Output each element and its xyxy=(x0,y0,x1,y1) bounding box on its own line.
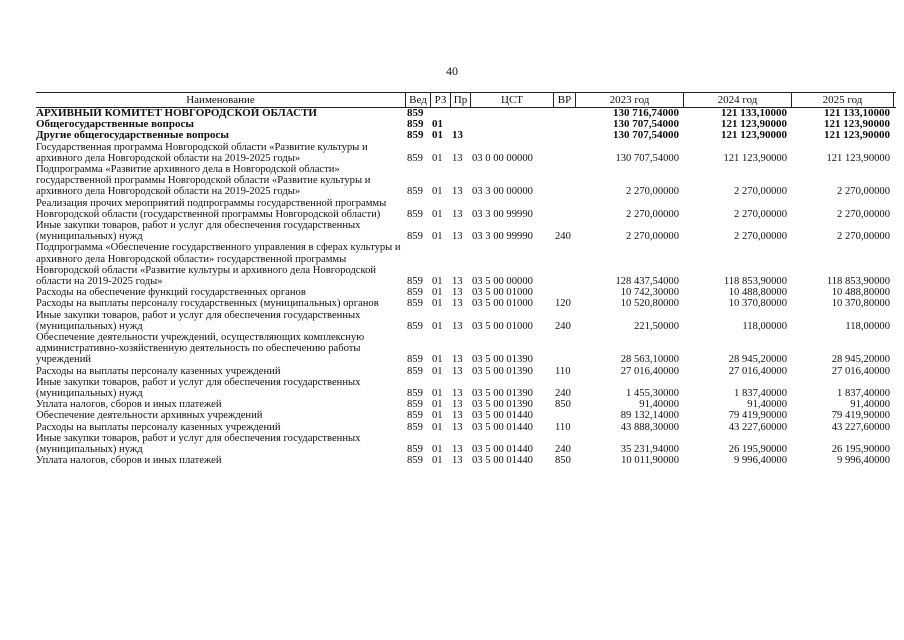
row-rz: 01 xyxy=(432,298,443,310)
row-pr: 13 xyxy=(452,455,463,467)
row-2025: 118 853,90000 xyxy=(826,276,890,288)
row-2023: 130 707,54000 xyxy=(615,152,679,164)
row-ved: 859 xyxy=(407,118,424,131)
table-row xyxy=(36,399,896,410)
row-name: Другие общегосударственные вопросы xyxy=(36,129,229,142)
row-ved: 859 xyxy=(407,129,424,142)
row-pr: 13 xyxy=(452,399,463,411)
table-row xyxy=(36,242,896,287)
table-row xyxy=(36,433,896,455)
header-rz: РЗ xyxy=(430,93,450,107)
row-ved: 859 xyxy=(407,455,423,467)
row-2025: 91,40000 xyxy=(850,399,890,411)
row-pr: 13 xyxy=(452,354,463,366)
row-vr: 110 xyxy=(555,421,571,433)
row-pr: 13 xyxy=(452,231,463,243)
row-2024: 91,40000 xyxy=(747,399,787,411)
row-pr: 13 xyxy=(452,410,463,422)
row-2023: 91,40000 xyxy=(639,399,679,411)
row-2025: 121 133,10000 xyxy=(824,107,890,119)
row-name: Уплата налогов, сборов и иных платежей xyxy=(36,455,222,467)
header-2023: 2023 год xyxy=(575,93,683,107)
row-name: АРХИВНЫЙ КОМИТЕТ НОВГОРОДСКОЙ ОБЛАСТИ xyxy=(36,107,317,119)
row-cst: 03 5 00 01440 xyxy=(472,455,533,467)
table-row xyxy=(36,142,896,164)
table-body xyxy=(36,108,896,467)
row-2025: 26 195,90000 xyxy=(831,444,890,456)
row-ved: 859 xyxy=(407,186,423,198)
row-cst: 03 3 00 00000 xyxy=(472,186,533,198)
row-rz: 01 xyxy=(432,208,443,220)
row-pr: 13 xyxy=(452,365,463,377)
row-name: Общегосударственные вопросы xyxy=(36,118,194,131)
row-rz: 01 xyxy=(432,399,443,411)
row-vr: 110 xyxy=(555,365,571,377)
row-ved: 859 xyxy=(407,107,424,119)
row-2024: 2 270,00000 xyxy=(734,231,787,243)
row-vr: 850 xyxy=(555,399,571,411)
row-2024: 10 488,80000 xyxy=(728,287,787,299)
row-2024: 1 837,40000 xyxy=(734,388,787,400)
row-2024: 121 123,90000 xyxy=(721,118,787,131)
row-rz: 01 xyxy=(432,186,443,198)
row-cst: 03 5 00 01390 xyxy=(472,354,533,366)
page-number: 40 xyxy=(446,64,458,78)
row-2025: 121 123,90000 xyxy=(824,129,890,142)
row-pr: 13 xyxy=(452,276,463,288)
table-row xyxy=(36,410,896,421)
row-2023: 2 270,00000 xyxy=(626,208,679,220)
row-rz: 01 xyxy=(432,455,443,467)
row-name: Расходы на выплаты персоналу казенных учреждений xyxy=(36,421,281,433)
table-row xyxy=(36,198,896,220)
table-row xyxy=(36,366,896,377)
row-2024: 9 996,40000 xyxy=(734,455,787,467)
row-2024: 121 123,90000 xyxy=(723,152,787,164)
table-row xyxy=(36,377,896,399)
row-rz: 01 xyxy=(432,365,443,377)
row-vr: 240 xyxy=(555,444,571,456)
row-2025: 121 123,90000 xyxy=(824,118,890,131)
row-ved: 859 xyxy=(407,410,423,422)
row-rz: 01 xyxy=(432,152,443,164)
table-row xyxy=(36,298,896,309)
row-cst: 03 5 00 01440 xyxy=(472,444,533,456)
table-row xyxy=(36,164,896,198)
row-cst: 03 5 00 01000 xyxy=(472,320,533,332)
row-cst: 03 0 00 00000 xyxy=(472,152,533,164)
row-2024: 26 195,90000 xyxy=(728,444,787,456)
row-rz: 01 xyxy=(432,388,443,400)
row-name: Государственная программа Новгородской области «Развитие культуры и архивного дела Новгородской области на 2019-2025 годы» xyxy=(36,141,368,164)
header-ved: Вед xyxy=(405,93,430,107)
row-pr: 13 xyxy=(452,421,463,433)
row-cst: 03 5 00 01000 xyxy=(472,298,533,310)
row-pr: 13 xyxy=(452,444,463,456)
row-vr: 120 xyxy=(555,298,571,310)
row-2023: 35 231,94000 xyxy=(620,444,679,456)
row-ved: 859 xyxy=(407,298,423,310)
row-2025: 2 270,00000 xyxy=(837,186,890,198)
table-row xyxy=(36,310,896,332)
row-2023: 28 563,10000 xyxy=(620,354,679,366)
row-2025: 43 227,60000 xyxy=(831,421,890,433)
table-row xyxy=(36,220,896,242)
row-name: Обеспечение деятельности учреждений, осуществляющих комплексную административно-хозяйственную деятельность по обеспечению работы учреждений xyxy=(36,332,365,366)
row-name: Иные закупки товаров, работ и услуг для обеспечения государственных (муниципальных) нужд xyxy=(36,376,361,400)
table-row xyxy=(36,422,896,433)
row-pr: 13 xyxy=(452,388,463,400)
row-rz: 01 xyxy=(432,231,443,243)
header-pr: Пр xyxy=(450,93,470,107)
row-2024: 2 270,00000 xyxy=(734,186,787,198)
budget-table xyxy=(36,92,896,467)
header-cst: ЦСТ xyxy=(470,93,553,107)
row-rz: 01 xyxy=(432,276,443,288)
row-2025: 9 996,40000 xyxy=(837,455,890,467)
row-vr: 850 xyxy=(555,455,571,467)
row-2023: 10 520,80000 xyxy=(620,298,679,310)
row-pr: 13 xyxy=(452,298,463,310)
row-ved: 859 xyxy=(407,208,423,220)
row-pr: 13 xyxy=(452,287,463,299)
row-2024: 118 853,90000 xyxy=(723,276,787,288)
row-name: Расходы на выплаты персоналу государственных (муниципальных) органов xyxy=(36,298,379,310)
row-cst: 03 5 00 00000 xyxy=(472,276,533,288)
row-cst: 03 5 00 01390 xyxy=(472,365,533,377)
row-2023: 130 716,74000 xyxy=(613,107,679,119)
row-ved: 859 xyxy=(407,231,423,243)
row-ved: 859 xyxy=(407,399,423,411)
table-row xyxy=(36,287,896,298)
row-ved: 859 xyxy=(407,276,423,288)
row-pr: 13 xyxy=(452,129,463,142)
row-2023: 130 707,54000 xyxy=(613,129,679,142)
row-name: Подпрограмма «Обеспечение государственного управления в сферах культуры и архивного дела Новгородской области» государственной программы Новгородской области «Развитие культуры и архивного дела Новгородской области на 2019-2025 годы» xyxy=(36,242,401,288)
table-row xyxy=(36,130,896,141)
row-cst: 03 5 00 01390 xyxy=(472,388,533,400)
row-rz: 01 xyxy=(432,354,443,366)
row-2025: 27 016,40000 xyxy=(831,365,890,377)
row-cst: 03 3 00 99990 xyxy=(472,231,533,243)
row-rz: 01 xyxy=(432,320,443,332)
row-ved: 859 xyxy=(407,388,423,400)
row-2024: 121 133,10000 xyxy=(721,107,787,119)
row-2024: 79 419,90000 xyxy=(728,410,787,422)
row-2023: 1 455,30000 xyxy=(626,388,679,400)
header-name: Наименование xyxy=(186,94,255,106)
table-header xyxy=(36,92,896,108)
row-2024: 121 123,90000 xyxy=(721,129,787,142)
row-rz: 01 xyxy=(432,421,443,433)
row-2023: 221,50000 xyxy=(633,320,679,332)
row-cst: 03 3 00 99990 xyxy=(472,208,533,220)
row-2024: 10 370,80000 xyxy=(728,298,787,310)
row-2025: 28 945,20000 xyxy=(831,354,890,366)
row-2023: 128 437,54000 xyxy=(615,276,679,288)
row-pr: 13 xyxy=(452,208,463,220)
row-rz: 01 xyxy=(432,129,443,142)
row-rz: 01 xyxy=(432,410,443,422)
row-2023: 27 016,40000 xyxy=(620,365,679,377)
row-name: Подпрограмма «Развитие архивного дела в Новгородской области» государственной программы Новгородской области «Развитие культуры и архивного дела Новгородской области на 2019-2025 годы» xyxy=(36,164,371,198)
row-pr: 13 xyxy=(452,186,463,198)
row-cst: 03 5 00 01390 xyxy=(472,399,533,411)
row-2024: 28 945,20000 xyxy=(728,354,787,366)
header-vr: ВР xyxy=(553,93,575,107)
row-vr: 240 xyxy=(555,320,571,332)
row-ved: 859 xyxy=(407,152,423,164)
row-2023: 2 270,00000 xyxy=(626,231,679,243)
row-rz: 01 xyxy=(432,444,443,456)
row-ved: 859 xyxy=(407,421,423,433)
row-2023: 10 011,90000 xyxy=(621,455,679,467)
row-vr: 240 xyxy=(555,231,571,243)
row-pr: 13 xyxy=(452,152,463,164)
header-2024: 2024 год xyxy=(683,93,791,107)
row-2024: 43 227,60000 xyxy=(728,421,787,433)
table-row xyxy=(36,332,896,366)
row-2023: 43 888,30000 xyxy=(620,421,679,433)
row-2025: 79 419,90000 xyxy=(831,410,890,422)
row-2024: 27 016,40000 xyxy=(728,365,787,377)
row-2024: 118,00000 xyxy=(742,320,787,332)
row-cst: 03 5 00 01000 xyxy=(472,287,533,299)
row-name: Расходы на выплаты персоналу казенных учреждений xyxy=(36,365,281,377)
row-cst: 03 5 00 01440 xyxy=(472,410,533,422)
row-name: Иные закупки товаров, работ и услуг для обеспечения государственных (муниципальных) нужд xyxy=(36,432,361,456)
row-2023: 89 132,14000 xyxy=(620,410,679,422)
row-2023: 130 707,54000 xyxy=(613,118,679,131)
row-pr: 13 xyxy=(452,320,463,332)
row-2023: 10 742,30000 xyxy=(620,287,679,299)
row-name: Иные закупки товаров, работ и услуг для обеспечения государственных (муниципальных) нужд xyxy=(36,309,361,332)
row-2024: 2 270,00000 xyxy=(734,208,787,220)
row-2025: 121 123,90000 xyxy=(826,152,890,164)
table-row xyxy=(36,455,896,466)
row-rz: 01 xyxy=(432,287,443,299)
row-ved: 859 xyxy=(407,287,423,299)
row-2025: 2 270,00000 xyxy=(837,231,890,243)
row-2025: 10 370,80000 xyxy=(831,298,890,310)
row-2023: 2 270,00000 xyxy=(626,186,679,198)
header-2025: 2025 год xyxy=(791,93,894,107)
row-cst: 03 5 00 01440 xyxy=(472,421,533,433)
row-name: Обеспечение деятельности архивных учреждений xyxy=(36,410,263,422)
row-2025: 10 488,80000 xyxy=(831,287,890,299)
row-name: Уплата налогов, сборов и иных платежей xyxy=(36,399,222,411)
row-ved: 859 xyxy=(407,365,423,377)
row-rz: 01 xyxy=(432,118,443,131)
row-name: Иные закупки товаров, работ и услуг для обеспечения государственных (муниципальных) нужд xyxy=(36,220,361,243)
row-ved: 859 xyxy=(407,320,423,332)
row-ved: 859 xyxy=(407,444,423,456)
row-2025: 2 270,00000 xyxy=(837,208,890,220)
row-2025: 1 837,40000 xyxy=(837,388,890,400)
row-name: Расходы на обеспечение функций государственных органов xyxy=(36,287,306,299)
row-name: Реализация прочих мероприятий подпрограммы государственной программы Новгородской области (государственной программы Новгородской области) xyxy=(36,197,387,220)
row-2025: 118,00000 xyxy=(845,320,890,332)
row-ved: 859 xyxy=(407,354,423,366)
row-vr: 240 xyxy=(555,388,571,400)
